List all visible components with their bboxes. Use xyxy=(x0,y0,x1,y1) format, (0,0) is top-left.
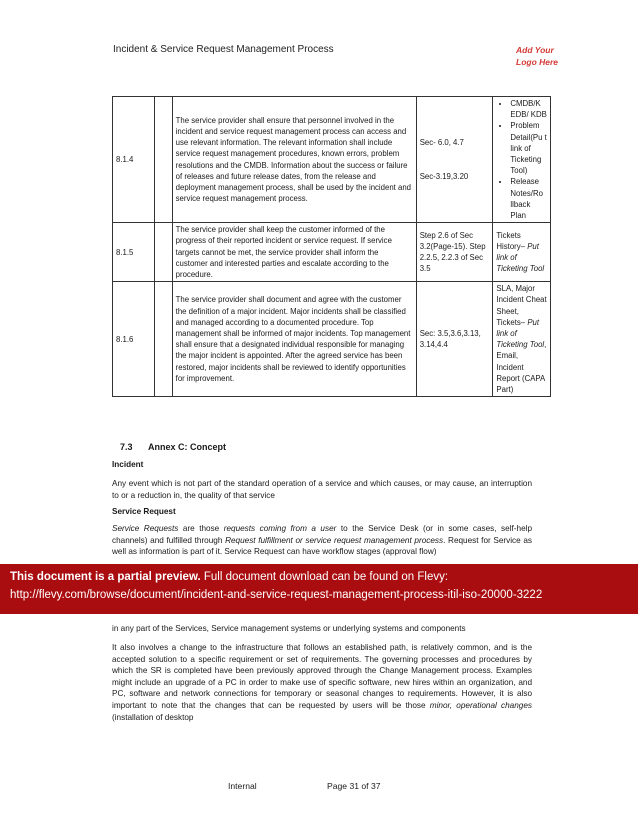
change-text: It also involves a change to the infrastructure that follows an established path, is relatively common, and is the accepted solution to a specific requirement or set of requirements. The governing processes and procedures by which the SR is completed have been previously approved through the Change Management process. Examples might include an upgrade of a PC in order to make use of specific software, new hires within an organization, and PC, software and network connections for temporary or seasonal changes to requirements. However, it is also important to note that the changes that can be requested by users will be those xyxy=(112,643,532,710)
clause-number: 8.1.6 xyxy=(113,282,155,397)
evidence-text: Tickets History– xyxy=(496,230,526,252)
process-reference: Sec: 3.5,3.6,3.13, 3.14,4.4 xyxy=(416,282,493,397)
banner-bold-text: This document is a partial preview. xyxy=(10,571,201,583)
sr-text: to the Service Desk (or in some cases, self-help channels) and fulfilled through xyxy=(112,524,532,545)
process-reference: Step 2.6 of Sec 3.2(Page-15). Step 2.2.5, 2.2.3 of Sec 3.5 xyxy=(416,223,493,282)
banner-message xyxy=(0,568,638,586)
reference-line: Sec- 6.0, 4.7 xyxy=(419,138,464,148)
change-text: (installation of desktop xyxy=(112,712,194,722)
footer-page-number: Page 31 of 37 xyxy=(327,781,381,791)
evidence-documents xyxy=(493,97,551,223)
clause-description: The service provider shall keep the customer informed of the progress of their reported incident or service request. If service targets cannot be met, the service provider shall inform the customer and interested parties and escalate according to the procedure. xyxy=(172,223,416,282)
section-number: 7.3 xyxy=(120,442,133,452)
logo-line-1: Add Your xyxy=(516,45,554,55)
table-row xyxy=(113,97,551,223)
empty-cell xyxy=(154,282,172,397)
service-request-paragraph xyxy=(112,523,532,558)
reference-line: Sec-3.19,3.20 xyxy=(419,171,469,181)
clause-number: 8.1.4 xyxy=(113,97,155,223)
document-list-item: • CMDB/K EDB/ KDB xyxy=(510,98,547,120)
clause-number: 8.1.5 xyxy=(113,223,155,282)
document-header-title: Incident & Service Request Management Process xyxy=(113,44,334,55)
sr-italic: Request fulfillment or service request management process xyxy=(225,535,444,545)
document-list-item: • Release Notes/Ro llback Plan xyxy=(510,176,547,221)
empty-cell xyxy=(154,97,172,223)
logo-line-2: Logo Here xyxy=(516,57,559,67)
document-list-item: • Problem Detail(Pu t link of Ticketing Tool) xyxy=(510,120,547,176)
sr-text: are those xyxy=(178,524,224,533)
banner-text: Full document download can be found on Flevy: xyxy=(200,571,449,583)
change-italic: minor, operational changes xyxy=(429,700,532,710)
sr-italic: requests coming from a user xyxy=(223,524,337,533)
evidence-text: SLA, Major Incident Cheat Sheet, Tickets– xyxy=(496,284,547,327)
table-row xyxy=(113,282,551,397)
service-request-heading: Service Request xyxy=(112,507,176,516)
footer-classification: Internal xyxy=(228,781,257,791)
sr-text: . Request for Service as well as information is part of it. Service Request can have workflow stages (approval flow) xyxy=(112,535,533,557)
service-request-paragraph-continued: in any part of the Services, Service management systems or underlying systems and components xyxy=(112,624,466,633)
incident-heading: Incident xyxy=(112,460,144,469)
requirements-table xyxy=(112,96,551,397)
evidence-text: , Email, Incident Report (CAPA Part) xyxy=(496,340,547,395)
evidence-link-text: Put link of Ticketing Tool xyxy=(496,317,545,350)
clause-description: The service provider shall ensure that personnel involved in the incident and service request management process can access and use relevant information. The relevant information shall include service request management procedures, known errors, problem resolutions and the CMDB. Information about the success or failure of releases and future release dates, from the release and deployment management process, shall be used by the incident and service request management process. xyxy=(172,97,416,223)
empty-cell xyxy=(154,223,172,282)
table-row xyxy=(113,223,551,282)
evidence-link-text: Put link of Ticketing Tool xyxy=(496,242,545,274)
change-paragraph xyxy=(112,642,532,723)
section-title: Annex C: Concept xyxy=(148,442,227,452)
preview-banner xyxy=(0,564,638,614)
evidence-documents xyxy=(493,282,551,397)
process-reference xyxy=(416,97,493,223)
section-heading xyxy=(120,442,226,452)
logo-placeholder xyxy=(516,44,596,68)
evidence-documents xyxy=(493,223,551,282)
clause-description: The service provider shall document and agree with the customer the definition of a major incident. Major incidents shall be classified and managed according to a documented procedure. Top management shall be informed of major incidents. Top management shall ensure that a designated individual responsible for managing the major incident is appointed. After the agreed service has been restored, major incidents shall be reviewed to identify opportunities for improvement. xyxy=(172,282,416,397)
incident-definition: Any event which is not part of the standard operation of a service and which causes, or may cause, an interruption to or a reduction in, the quality of that service xyxy=(112,479,532,500)
banner-download-link[interactable]: http://flevy.com/browse/document/incident-and-service-request-management-process-itil-iso-20000-3222 xyxy=(10,589,543,601)
sr-term: Service Requests xyxy=(112,524,179,533)
